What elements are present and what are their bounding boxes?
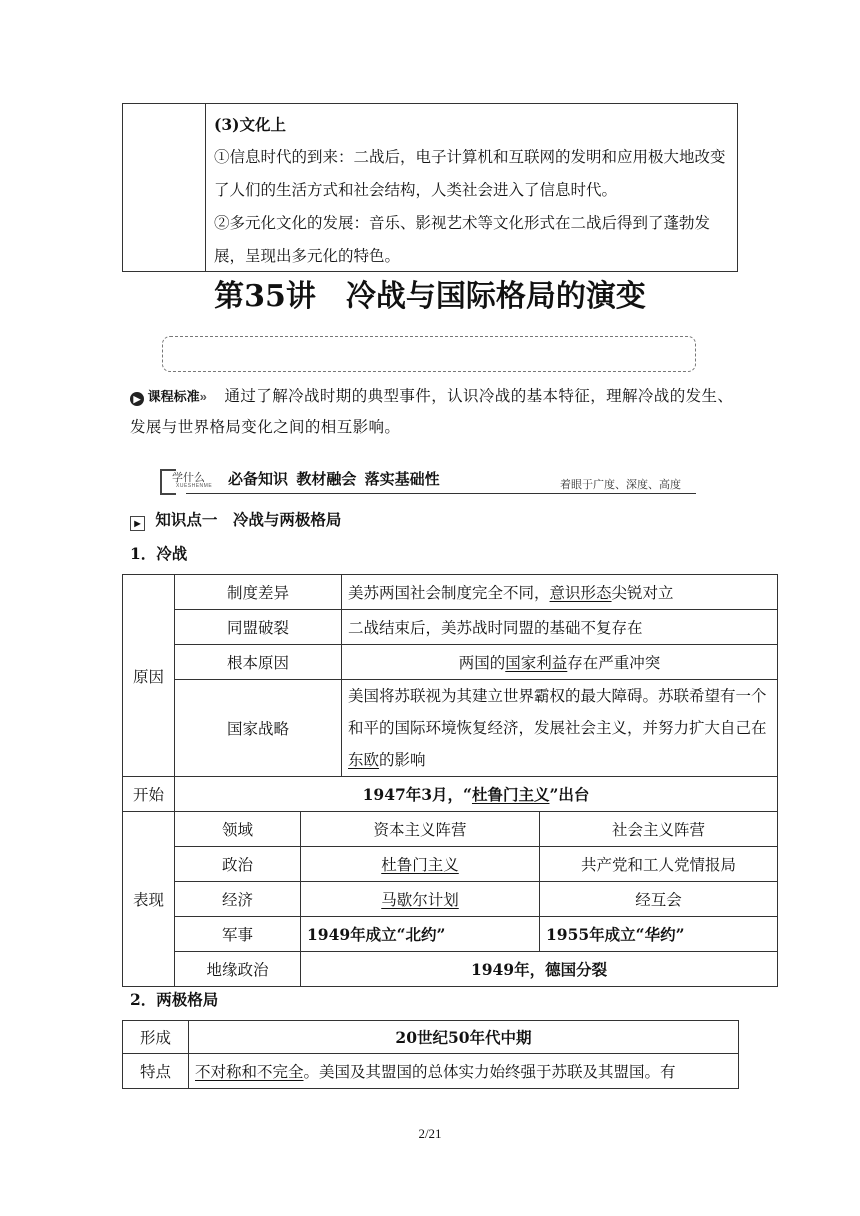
start-value: 1947年3月，“杜鲁门主义”出台 [175,777,778,812]
field-economy: 经济 [175,882,301,917]
logo-text: 学什么 [172,472,205,484]
banner-side: 着眼于广度、深度、高度 [560,478,681,491]
banner-main: 必备知识 教材融会 落实基础性 [228,471,440,488]
field-military: 军事 [175,917,301,952]
play-square-icon: ▶ [130,516,145,531]
cause-value-1: 美苏两国社会制度完全不同，意识形态尖锐对立 [342,575,778,610]
military-capitalist: 1949年成立“北约” [301,917,540,952]
politics-socialist: 共产党和工人党情报局 [540,847,778,882]
top-box-content [214,108,732,273]
section-banner [158,466,698,496]
standard-label: 课程标准 [147,389,200,404]
page-number: 2/21 [418,1126,442,1141]
top-box [122,103,738,272]
top-box-heading: (3)文化上 [214,115,286,134]
cause-key-2: 同盟破裂 [175,610,342,645]
standard-text: 通过了解冷战时期的典型事件，认识冷战的基本特征，理解冷战的发生、发展与世界格局变化之间的相互影响。 [130,387,734,436]
header-socialist: 社会主义阵营 [540,812,778,847]
field-geopolitics: 地缘政治 [175,952,301,987]
geopolitics-value: 1949年，德国分裂 [301,952,778,987]
form-value: 20世纪50年代中期 [189,1021,739,1054]
cause-label: 原因 [123,575,175,777]
top-box-p2: ②多元化文化的发展：音乐、影视艺术等文化形式在二战后得到了蓬勃发展，呈现出多元化的特色。 [214,214,711,265]
cause-key-4: 国家战略 [175,680,342,777]
form-label: 形成 [123,1021,189,1054]
cold-war-table [122,574,778,987]
economy-socialist: 经互会 [540,882,778,917]
dashed-box [162,336,696,372]
banner-rule [186,493,696,494]
arrow-circle-icon: ▶ [130,392,144,406]
politics-capitalist: 杜鲁门主义 [301,847,540,882]
field-politics: 政治 [175,847,301,882]
knowledge-point [130,508,341,534]
header-capitalist: 资本主义阵营 [301,812,540,847]
military-socialist: 1955年成立“华约” [540,917,778,952]
top-box-divider [205,104,206,271]
knowledge-point-title: 知识点一 冷战与两极格局 [155,512,342,529]
cause-value-4: 美国将苏联视为其建立世界霸权的最大障碍。苏联希望有一个和平的国际环境恢复经济，发展社会主义，并努力扩大自己在东欧的影响 [342,680,778,777]
cause-value-2: 二战结束后，美苏战时同盟的基础不复存在 [342,610,778,645]
top-box-p1: ①信息时代的到来：二战后，电子计算机和互联网的发明和应用极大地改变了人们的生活方式和社会结构，人类社会进入了信息时代。 [214,148,726,199]
feature-label: 特点 [123,1054,189,1089]
section-2-title: 2．两极格局 [130,990,219,1009]
header-field: 领域 [175,812,301,847]
economy-capitalist: 马歇尔计划 [301,882,540,917]
lecture-title: 第35讲 冷战与国际格局的演变 [214,279,646,314]
standard-badge [130,389,211,404]
bipolar-table [122,1020,739,1089]
cause-key-1: 制度差异 [175,575,342,610]
feature-value: 不对称和不完全。美国及其盟国的总体实力始终强于苏联及其盟国。有 [189,1054,739,1089]
section-1-title: 1．冷战 [130,544,188,563]
cause-value-3: 两国的国家利益存在严重冲突 [342,645,778,680]
cause-key-3: 根本原因 [175,645,342,680]
start-label: 开始 [123,777,175,812]
show-label: 表现 [123,812,175,987]
course-standard [130,381,736,443]
double-chevron-icon: » [199,389,207,404]
banner-logo [158,466,218,494]
logo-en: XUESHENME [176,483,213,489]
